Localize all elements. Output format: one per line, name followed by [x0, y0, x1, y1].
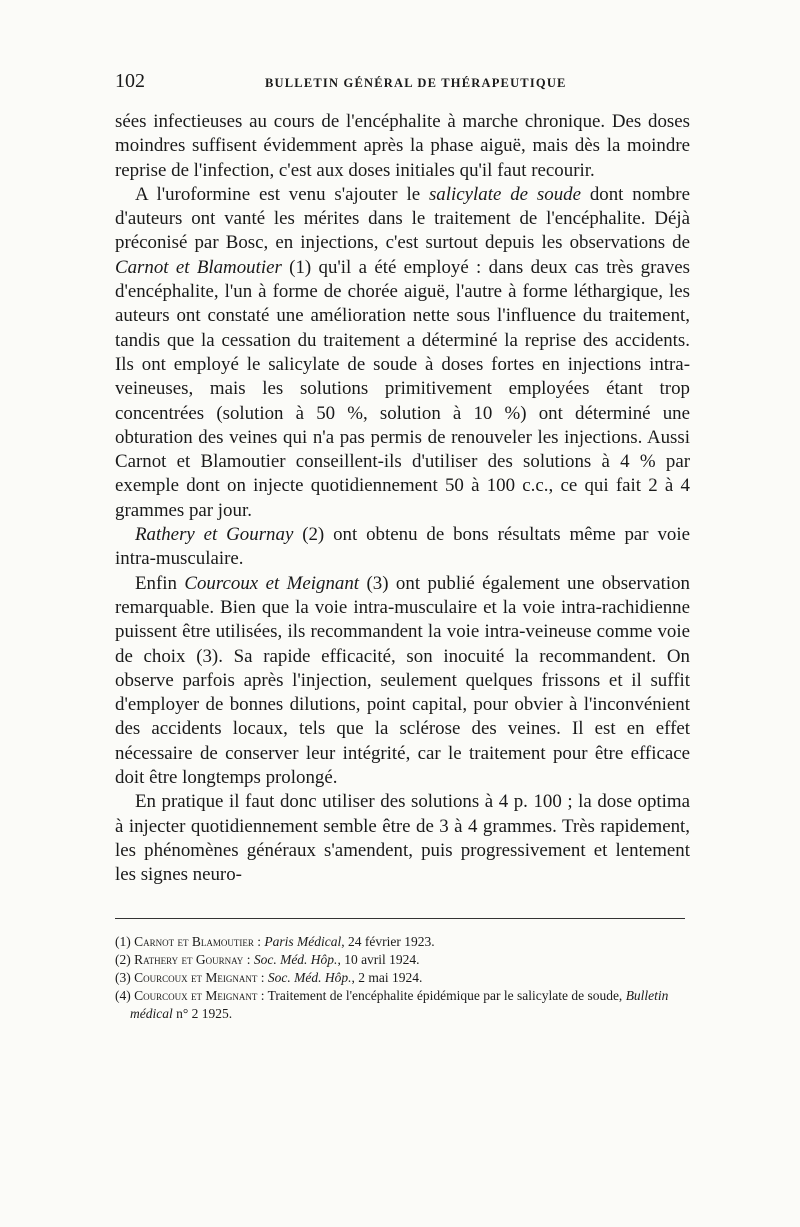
footnotes: [115, 933, 690, 1023]
paragraph-2-text-a: A l'uroformine est venu s'ajouter le: [135, 183, 429, 205]
footnote-2-journal: Soc. Méd. Hôp.: [253, 951, 338, 967]
paragraph-3-text: (2) ont obtenu de bons résultats même par voie intra-musculaire.: [115, 524, 690, 570]
footnote-1-authors: Carnot et Blamoutier: [134, 933, 254, 949]
footnote-2-authors: Rathery et Gournay: [134, 951, 244, 967]
document-page: [115, 70, 690, 1023]
footnote-4-journal: Bulletin médical: [130, 987, 669, 1021]
paragraph-2-text-c: dont nombre d'auteurs ont vanté les mérites dans le traitement de l'encéphalite. Déjà préconisé par Bosc, en injections, c'est surtout depuis les observations de: [115, 183, 690, 254]
footnote-3-date: , 2 mai 1924.: [351, 969, 423, 985]
footnote-4: [115, 987, 690, 1023]
footnote-1-date: , 24 février 1923.: [341, 933, 435, 949]
page-number: 102: [115, 70, 145, 92]
paragraph-2-text-e: (1) qu'il a été employé : dans deux cas très graves d'encéphalite, l'un à forme de chorée aiguë, l'autre à forme léthargique, les auteurs ont constaté une amélioration nette sous l'influence du traitement, tandis que la cessation du traitement a déterminé la reprise des accidents. Ils ont employé le salicylate de soude à doses fortes en injections intra-veineuses, mais les solutions primitivement employées étant trop concentrées (solution à 50 %, solution à 10 %) ont déterminé une obturation des veines qui n'a pas permis de renouveler les injections. Aussi Carnot et Blamoutier conseillent-ils d'utiliser des solutions à 4 % par exemple dont on injecte quotidiennement 50 à 100 c.c., ce qui fait 2 à 4 grammes par jour.: [115, 256, 690, 521]
footnote-1-journal: Paris Médical: [264, 933, 342, 949]
paragraph-4: [115, 572, 690, 791]
paragraph-4-italic-authors: Courcoux et Meignant: [184, 572, 360, 594]
footnote-1-separator: :: [253, 933, 265, 949]
footnote-4-text: : Traitement de l'encéphalite épidémique par le salicylate de soude,: [257, 987, 626, 1003]
paragraph-5: En pratique il faut donc utiliser des solutions à 4 p. 100 ; la dose optima à injecter quotidiennement semble être de 3 à 4 grammes. Très rapidement, les phénomènes généraux s'amendent, puis progressivement et lentement les signes neuro-: [115, 791, 690, 886]
footnote-3-authors: Courcoux et Meignant: [134, 969, 258, 985]
footnote-4-date: n° 2 1925.: [172, 1005, 233, 1021]
paragraph-3: [115, 523, 690, 572]
footnote-3-journal: Soc. Méd. Hôp.: [267, 969, 352, 985]
footnote-4-authors: Courcoux et Meignant: [134, 987, 258, 1003]
paragraph-1: sées infectieuses au cours de l'encéphalite à marche chronique. Des doses moindres suffisent évidemment après la phase aiguë, mais dès la moindre reprise de l'infection, c'est aux doses initiales qu'il faut recourir.: [115, 111, 690, 181]
footnote-2-date: , 10 avril 1924.: [337, 951, 420, 967]
running-title: BULLETIN GÉNÉRAL DE THÉRAPEUTIQUE: [265, 76, 567, 90]
page-header: [115, 70, 690, 110]
footnote-4-number: (4): [115, 987, 135, 1003]
footnote-2-separator: :: [243, 951, 254, 967]
footnote-2: [115, 951, 690, 969]
footnote-divider: [115, 918, 685, 919]
body-text: [115, 110, 690, 888]
footnote-3-separator: :: [257, 969, 268, 985]
paragraph-2-italic-authors: Carnot et Blamoutier: [115, 256, 282, 278]
footnote-1-number: (1): [115, 933, 135, 949]
footnote-1: [115, 933, 690, 951]
paragraph-2: [115, 183, 690, 523]
paragraph-2-italic-salicylate: salicylate de soude: [428, 183, 581, 205]
footnote-2-number: (2): [115, 951, 135, 967]
footnote-3-number: (3): [115, 969, 135, 985]
paragraph-3-italic-authors: Rathery et Gournay: [135, 524, 294, 546]
paragraph-4-text-a: Enfin: [135, 572, 185, 594]
footnote-3: [115, 969, 690, 987]
paragraph-4-text-c: (3) ont publié également une observation remarquable. Bien que la voie intra-musculaire et la voie intra-rachidienne puissent être utilisées, ils recommandent la voie intra-veineuse comme voie de choix (3). Sa rapide efficacité, son inocuité la recommandent. On observe parfois après l'injection, seulement quelques frissons et il suffit d'employer de bonnes dilutions, point capital, pour obvier à l'inconvénient des accidents locaux, tels que la sclérose des veines. Il est en effet nécessaire de conserver leur intégrité, car le traitement pour être efficace doit être longtemps prolongé.: [115, 572, 690, 789]
